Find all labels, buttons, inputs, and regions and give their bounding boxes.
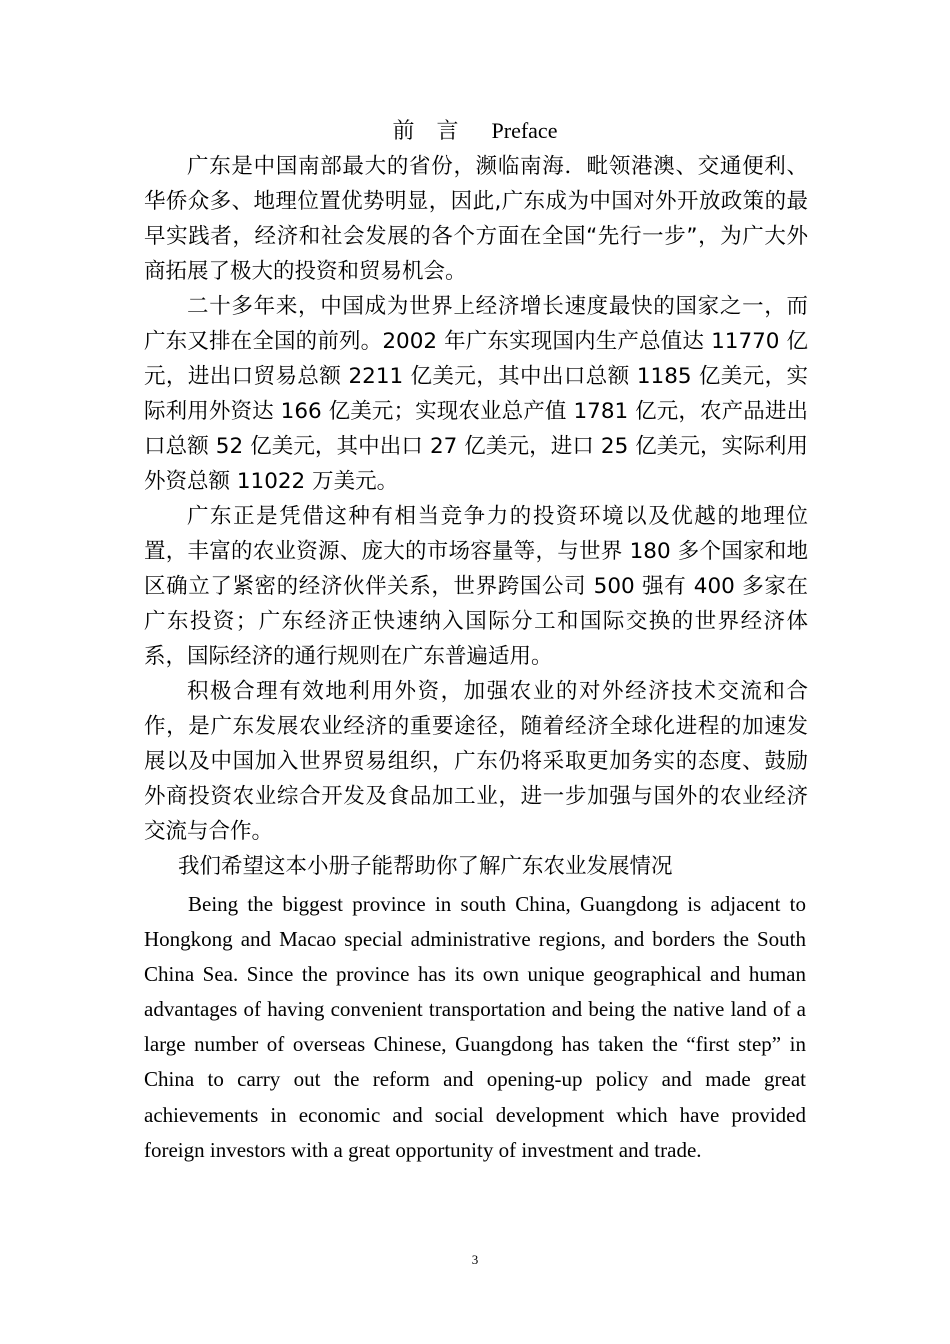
chinese-paragraph-5: 我们希望这本小册子能帮助你了解广东农业发展情况 bbox=[178, 854, 673, 879]
page-title: 前 言 Preface bbox=[392, 118, 558, 143]
chinese-paragraph-1: 广东是中国南部最大的省份，濒临南海．毗领港澳、交通便利、华侨众多、地理位置优势明显，因此,广东成为中国对外开放政策的最早实践者，经济和社会发展的各个方面在全国“先行一步”，为广大外商拓展了极大的投资和贸易机会。 bbox=[144, 154, 808, 284]
chinese-paragraph-3: 广东正是凭借这种有相当竞争力的投资环境以及优越的地理位置，丰富的农业资源、庞大的市场容量等，与世界 180 多个国家和地区确立了紧密的经济伙伴关系，世界跨国公司 500 强有 400 多家在广东投资；广东经济正快速纳入国际分工和国际交换的世界经济体系，国际经济的通行规则在广东普遍适用。 bbox=[144, 504, 808, 669]
chinese-paragraph-2: 二十多年来，中国成为世界上经济增长速度最快的国家之一，而广东又排在全国的前列。2002 年广东实现国内生产总值达 11770 亿元，进出口贸易总额 2211 亿美元，其中出口总额 1185 亿美元，实际利用外资达 166 亿美元；实现农业总产值 1781 亿元，农产品进出口总额 52 亿美元，其中出口 27 亿美元，进口 25 亿美元，实际利用外资总额 11022 万美元。 bbox=[144, 294, 808, 494]
english-paragraph: Being the biggest province in south China, Guangdong is adjacent to Hongkong and Macao special administrative regions, and borders the South China Sea. Since the province has its own unique geographical and human advantages of having convenient transportation and being the native land of a large number of overseas Chinese, Guangdong has taken the “first step” in China to carry out the reform and opening-up policy and made great achievements in economic and social development which have provided foreign investors with a great opportunity of investment and trade. bbox=[144, 892, 806, 1162]
chinese-paragraph-4: 积极合理有效地利用外资，加强农业的对外经济技术交流和合作，是广东发展农业经济的重要途径，随着经济全球化进程的加速发展以及中国加入世界贸易组织，广东仍将采取更加务实的态度、鼓励外商投资农业综合开发及食品加工业，进一步加强与国外的农业经济交流与合作。 bbox=[144, 679, 808, 844]
page-number: 3 bbox=[471, 1252, 479, 1267]
